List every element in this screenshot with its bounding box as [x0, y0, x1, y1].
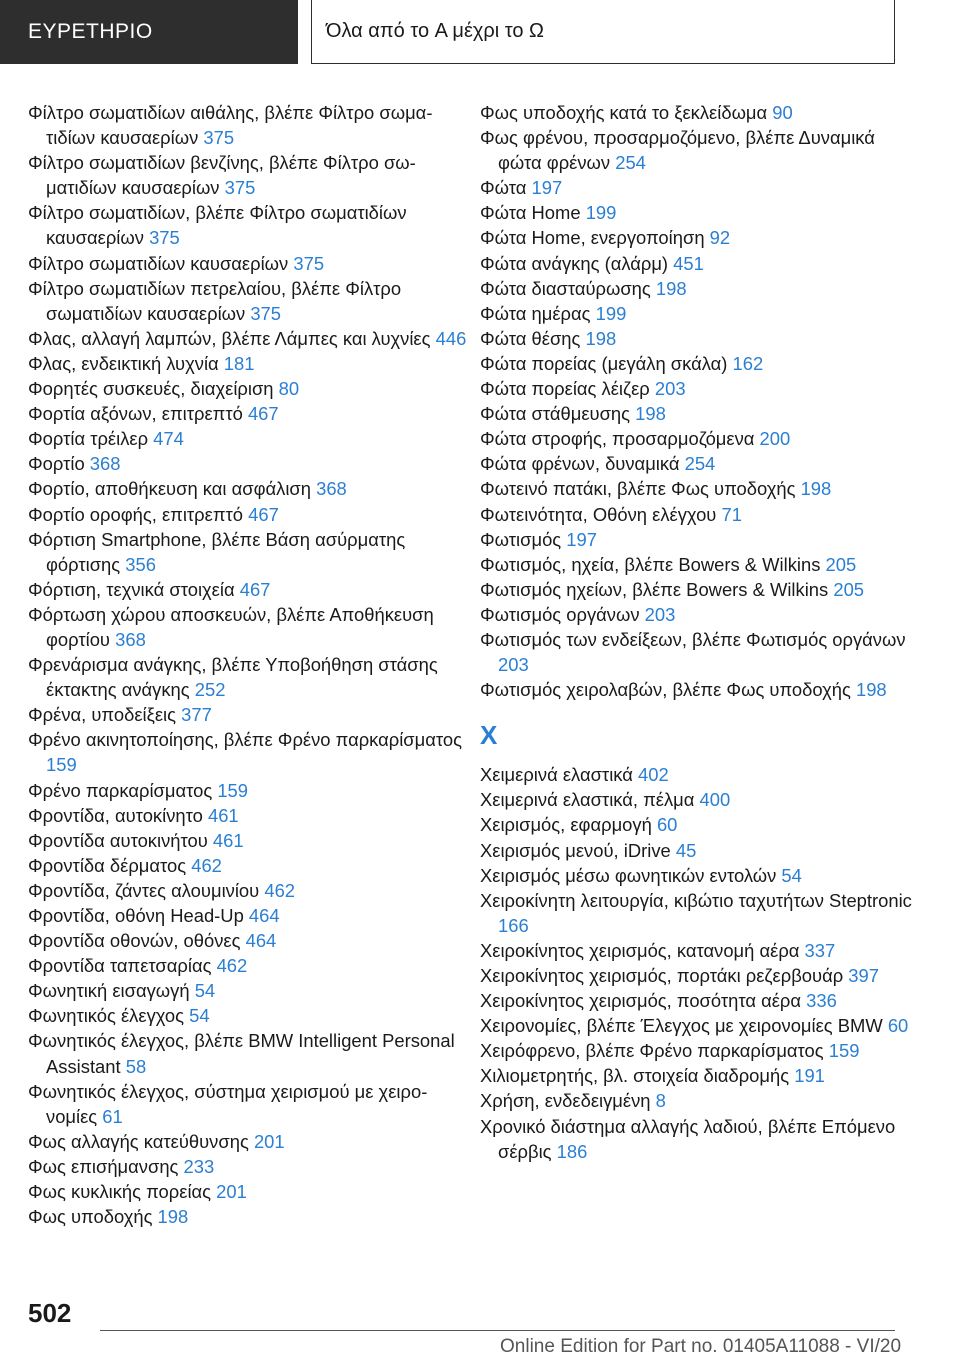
index-entry-page-link[interactable]: 54 — [194, 980, 216, 1002]
index-entry-term: Χειρισμός μέσω φωνητικών εντολών — [480, 864, 782, 886]
index-entry-page-link[interactable]: 199 — [595, 302, 627, 324]
index-entry-term: Φροντίδα αυτοκινήτου — [28, 829, 213, 851]
index-entry-page-link[interactable]: 368 — [316, 478, 347, 500]
index-entry — [480, 938, 920, 963]
index-entry — [28, 451, 468, 476]
index-entry-page-link[interactable]: 80 — [278, 378, 300, 400]
index-entry-term: Φώτα Home — [480, 202, 586, 224]
index-entry-term: Φροντίδα, οθόνη Head-Up — [28, 905, 249, 926]
index-entry — [480, 401, 920, 426]
index-entry-term: Φορτίο, αποθήκευση και ασφάλιση — [28, 478, 317, 500]
index-entry — [28, 1079, 468, 1129]
index-entry — [480, 125, 920, 175]
index-entry-term: Φρένα, υποδείξεις — [28, 704, 182, 726]
index-entry-page-link[interactable]: 198 — [157, 1206, 189, 1228]
index-entry-page-link[interactable]: 205 — [833, 578, 865, 600]
index-entry-term: Φώτα Home, ενεργοποίηση — [480, 227, 710, 249]
index-entry-term: Φωτισμός, ηχεία, βλέπε Bowers & Wilkins — [480, 553, 826, 575]
index-entry — [28, 953, 468, 978]
index-entry-page-link[interactable]: 201 — [253, 1130, 285, 1152]
index-entry-page-link[interactable]: 54 — [189, 1005, 210, 1027]
index-entry-term: Φλας, ενδεικτική λυχνία — [28, 352, 224, 374]
index-entry — [480, 426, 920, 451]
index-column-left — [28, 100, 468, 1229]
index-entry-page-link[interactable]: 199 — [585, 202, 617, 224]
index-entry-term: Χειροκίνητος χειρισμός, ποσότητα αέρα — [480, 990, 807, 1012]
index-entry — [28, 828, 468, 853]
index-entry — [480, 376, 920, 401]
index-entry-term: Φωτεινότητα, Οθόνη ελέγχου — [480, 503, 722, 525]
index-entry — [28, 502, 468, 527]
index-entry-page-link[interactable]: 159 — [828, 1040, 860, 1062]
index-entry-term: Φως αλλαγής κατεύθυνσης — [28, 1130, 254, 1152]
index-entry-term: Φίλτρο σωματιδίων καυσαερίων — [28, 252, 294, 274]
index-entry-term: Φώτα πορείας (μεγάλη σκάλα) — [480, 352, 733, 374]
index-entry-term: Φωνητικός έλεγχος — [28, 1005, 190, 1027]
index-entry — [480, 326, 920, 351]
index-entry-page-link[interactable]: 181 — [223, 352, 255, 374]
index-entry-page-link[interactable]: 368 — [115, 628, 146, 650]
index-entry-page-link[interactable]: 451 — [673, 252, 704, 274]
index-entry — [480, 301, 920, 326]
index-entry-term: Χειρισμός μενού, iDrive — [480, 839, 676, 861]
index-entry-term: Φωτισμός — [480, 528, 567, 550]
index-entry-page-link[interactable]: 233 — [183, 1155, 215, 1177]
index-entry-term: Φροντίδα δέρματος — [28, 854, 192, 876]
index-entry-term: Φόρτιση Smartphone, βλέπε Βάση ασύρματης φόρτισης — [28, 528, 406, 575]
index-entry — [28, 903, 468, 928]
index-entry — [480, 451, 920, 476]
index-entry-term: Φίλτρο σωματιδίων, βλέπε Φίλτρο σωματιδίων καυσαερίων — [28, 202, 407, 249]
index-entry-page-link[interactable]: 337 — [804, 939, 836, 961]
index-entry-page-link[interactable]: 186 — [556, 1140, 588, 1162]
index-entry-term: Φωνητικός έλεγχος, σύστημα χειρισμού με χειρονομίες — [28, 1080, 428, 1127]
index-list-chi — [480, 762, 920, 1164]
index-entry — [28, 401, 468, 426]
index-entry-term: Φόρτιση, τεχνικά στοιχεία — [28, 578, 240, 600]
index-entry — [480, 838, 920, 863]
index-entry-term: Φωτισμός ηχείων, βλέπε Bowers & Wilkins — [480, 578, 834, 600]
index-entry-term: Φως φρένου, προσαρμοζόμενο, βλέπε Δυναμικά φώτα φρένων — [480, 127, 875, 174]
index-entry — [28, 351, 468, 376]
index-entry — [28, 527, 468, 577]
index-entry-page-link[interactable]: 191 — [794, 1065, 825, 1087]
index-entry-term: Φορτία τρέιλερ — [28, 428, 154, 450]
index-entry-term: Χιλιομετρητής, βλ. στοιχεία διαδρομής — [480, 1065, 795, 1087]
index-entry-term: Φώτα στροφής, προσαρμοζόμενα — [480, 428, 760, 450]
index-entry — [480, 677, 920, 702]
index-entry — [28, 577, 468, 602]
index-entry-page-link[interactable]: 402 — [638, 764, 669, 786]
index-entry — [28, 1028, 468, 1078]
index-entry — [480, 1013, 920, 1038]
index-entry — [480, 787, 920, 812]
index-entry-page-link[interactable]: 474 — [153, 428, 184, 450]
index-entry — [480, 1114, 920, 1164]
index-entry-page-link[interactable]: 205 — [825, 553, 857, 575]
index-entry-term: Χειρόφρενο, βλέπε Φρένο παρκαρίσματος — [480, 1040, 829, 1062]
index-entry-term: Φωνητικός έλεγχος, βλέπε BMW Intelligent Personal Assistant — [28, 1030, 455, 1077]
index-entry-term: Χρονικό διάστημα αλλαγής λαδιού, βλέπε Επόμενο σέρβις — [480, 1115, 896, 1162]
page-number: 502 — [28, 1298, 72, 1328]
index-entry-page-link[interactable]: 166 — [498, 914, 529, 936]
index-entry-page-link[interactable]: 203 — [644, 603, 676, 625]
index-entry — [28, 727, 468, 777]
index-entry-page-link[interactable]: 198 — [800, 478, 832, 500]
index-entry-page-link[interactable]: 8 — [655, 1090, 666, 1112]
index-entry-page-link[interactable]: 252 — [194, 679, 226, 701]
index-entry — [28, 602, 468, 652]
index-entry-term: Φώτα διασταύρωσης — [480, 277, 656, 299]
index-entry — [480, 276, 920, 301]
index-entry-page-link[interactable]: 356 — [125, 553, 156, 575]
index-entry — [28, 652, 468, 702]
index-entry — [28, 251, 468, 276]
index-entry-term: Χειρονομίες, βλέπε Έλεγχος με χειρονομίες BMW — [480, 1015, 888, 1037]
index-entry-term: Φροντίδα, ζάντες αλουμινίου — [28, 879, 265, 901]
index-entry — [480, 200, 920, 225]
index-entry-term: Φορτίο οροφής, επιτρεπτό — [28, 503, 249, 525]
index-entry-term: Φωτισμός χειρολαβών, βλέπε Φως υποδοχής — [480, 679, 856, 701]
index-entry — [480, 476, 920, 501]
index-entry — [28, 853, 468, 878]
index-entry — [28, 476, 468, 501]
index-entry-page-link[interactable]: 159 — [46, 754, 77, 776]
index-entry-term: Φώτα ημέρας — [480, 302, 596, 324]
index-entry-term: Φως υποδοχής — [28, 1206, 158, 1228]
index-entry-page-link[interactable]: 197 — [531, 177, 563, 199]
index-entry — [28, 928, 468, 953]
index-entry-page-link[interactable]: 336 — [806, 990, 837, 1012]
index-entry-term: Χειροκίνητος χειρισμός, πορτάκι ρεζερβουάρ — [480, 965, 849, 986]
index-entry — [480, 988, 920, 1013]
index-entry-page-link[interactable]: 462 — [191, 854, 222, 876]
index-entry — [28, 1154, 468, 1179]
index-entry-page-link[interactable]: 92 — [709, 227, 731, 249]
index-entry-page-link[interactable]: 375 — [149, 227, 180, 249]
index-entry-page-link[interactable]: 198 — [635, 403, 666, 425]
index-entry-term: Χειμερινά ελαστικά — [480, 764, 638, 786]
index-entry — [28, 1129, 468, 1154]
index-entry-page-link[interactable]: 368 — [89, 453, 121, 475]
index-entry-page-link[interactable]: 397 — [848, 965, 879, 986]
index-entry-page-link[interactable]: 90 — [772, 102, 793, 123]
index-entry-page-link[interactable]: 61 — [102, 1105, 123, 1127]
index-entry — [28, 803, 468, 828]
index-entry-page-link[interactable]: 462 — [264, 879, 296, 901]
index-entry-page-link[interactable]: 446 — [435, 327, 467, 349]
index-entry-term: Φροντίδα, αυτοκίνητο — [28, 804, 208, 826]
section-tab: ΕΥΡΕΤΗΡΙΟ — [0, 0, 298, 64]
index-entry-term: Φως υποδοχής κατά το ξεκλείδωμα — [480, 102, 773, 123]
index-entry-term: Φως επισήμανσης — [28, 1155, 184, 1177]
index-entry-term: Φόρτωση χώρου αποσκευών, βλέπε Αποθήκευση φορτίου — [28, 603, 434, 650]
index-entry-page-link[interactable]: 375 — [293, 252, 325, 274]
index-entry-page-link[interactable]: 467 — [239, 578, 271, 600]
edition-footer: Online Edition for Part no. 01405A11088 - VI/20 — [500, 1336, 902, 1357]
index-entry — [28, 276, 468, 326]
index-entry-page-link[interactable]: 467 — [248, 503, 279, 525]
index-entry-term: Φορτίο — [28, 453, 90, 475]
index-column-right — [480, 100, 920, 1164]
index-entry — [480, 1038, 920, 1063]
index-entry-page-link[interactable]: 375 — [203, 127, 235, 149]
index-entry — [28, 200, 468, 250]
index-entry — [480, 963, 920, 988]
index-entry — [28, 778, 468, 803]
index-entry-term: Φώτα ανάγκης (αλάρμ) — [480, 252, 674, 274]
index-entry-term: Φρένο παρκαρίσματος — [28, 779, 218, 801]
index-entry — [480, 577, 920, 602]
index-entry — [28, 326, 468, 351]
index-entry-term: Χειρισμός, εφαρμογή — [480, 814, 657, 836]
index-entry — [480, 888, 920, 938]
index-entry-term: Φώτα στάθμευσης — [480, 403, 636, 425]
index-entry-page-link[interactable]: 162 — [732, 352, 764, 374]
index-entry-term: Φωτισμός οργάνων — [480, 603, 645, 625]
index-entry — [28, 1179, 468, 1204]
index-entry — [28, 702, 468, 727]
index-entry — [480, 225, 920, 250]
index-entry-page-link[interactable]: 71 — [721, 503, 742, 525]
index-entry-page-link[interactable]: 201 — [216, 1181, 247, 1203]
index-entry — [28, 100, 468, 150]
index-entry-page-link[interactable]: 54 — [781, 864, 802, 886]
index-entry — [480, 1088, 920, 1113]
index-entry — [480, 1063, 920, 1088]
index-entry-page-link[interactable]: 461 — [207, 804, 239, 826]
index-entry-page-link[interactable]: 464 — [248, 905, 280, 926]
index-entry-term: Φροντίδα ταπετσαρίας — [28, 955, 217, 977]
index-entry-term: Φώτα θέσης — [480, 327, 586, 349]
index-entry — [28, 426, 468, 451]
index-entry-term: Φώτα — [480, 177, 532, 199]
index-entry-term: Χρήση, ενδεδειγμένη — [480, 1090, 656, 1112]
index-entry-term: Χειμερινά ελαστικά, πέλμα — [480, 789, 700, 811]
index-entry-page-link[interactable]: 60 — [887, 1015, 909, 1037]
index-entry — [480, 863, 920, 888]
index-entry-page-link[interactable]: 203 — [654, 378, 686, 400]
index-entry — [480, 762, 920, 787]
index-entry — [28, 1003, 468, 1028]
index-entry-page-link[interactable]: 198 — [855, 679, 887, 701]
index-entry — [480, 100, 920, 125]
index-entry — [480, 602, 920, 627]
index-entry-page-link[interactable]: 197 — [566, 528, 597, 550]
index-entry-term: Φωτεινό πατάκι, βλέπε Φως υποδοχής — [480, 478, 801, 500]
index-entry-term: Φως κυκλικής πορείας — [28, 1181, 217, 1203]
index-entry-page-link[interactable]: 254 — [615, 152, 646, 174]
index-entry-term: Φίλτρο σωματιδίων βενζίνης, βλέπε Φίλτρο σωματιδίων καυσαερίων — [28, 152, 416, 199]
index-entry-term: Φίλτρο σωματιδίων πετρελαίου, βλέπε Φίλτρο σωματιδίων καυσαερίων — [28, 277, 402, 324]
index-entry-page-link[interactable]: 461 — [212, 829, 244, 851]
index-entry-page-link[interactable]: 375 — [250, 302, 282, 324]
index-entry — [480, 627, 920, 677]
index-entry-page-link[interactable]: 159 — [217, 779, 249, 801]
index-entry-term: Φρενάρισμα ανάγκης, βλέπε Υποβοήθηση στάσης έκτακτης ανάγκης — [28, 654, 438, 701]
index-letter-heading: Χ — [480, 720, 498, 751]
index-entry-page-link[interactable]: 200 — [759, 428, 791, 450]
index-entry-page-link[interactable]: 464 — [245, 930, 277, 952]
index-entry-term: Φωτισμός των ενδείξεων, βλέπε Φωτισμός οργάνων — [480, 628, 906, 650]
index-entry — [480, 351, 920, 376]
index-entry-term: Χειροκίνητη λειτουργία, κιβώτιο ταχυτήτων Steptronic — [480, 889, 912, 911]
index-entry — [28, 150, 468, 200]
index-entry-term: Φροντίδα οθονών, οθόνες — [28, 930, 246, 952]
index-list-phi — [480, 100, 920, 702]
index-entry — [480, 812, 920, 837]
footer-divider — [100, 1330, 895, 1331]
index-entry-page-link[interactable]: 58 — [125, 1055, 147, 1077]
index-entry — [480, 502, 920, 527]
index-entry — [480, 175, 920, 200]
index-entry-page-link[interactable]: 60 — [656, 814, 678, 836]
index-entry — [480, 552, 920, 577]
index-entry-page-link[interactable]: 198 — [655, 277, 687, 299]
index-entry — [28, 376, 468, 401]
index-entry — [28, 978, 468, 1003]
index-entry-term: Φορτία αξόνων, επιτρεπτό — [28, 403, 248, 425]
index-entry-page-link[interactable]: 254 — [684, 453, 716, 475]
index-entry-term: Φίλτρο σωματιδίων αιθάλης, βλέπε Φίλτρο σωματιδίων καυσαερίων — [28, 102, 433, 149]
index-entry-page-link[interactable]: 45 — [675, 839, 697, 861]
index-entry-page-link[interactable]: 462 — [216, 955, 248, 977]
section-subtitle: Όλα από το A μέχρι το Ω — [311, 0, 895, 64]
index-entry-term: Φωνητική εισαγωγή — [28, 980, 195, 1002]
index-entry — [28, 878, 468, 903]
index-entry-term: Φλας, αλλαγή λαμπών, βλέπε Λάμπες και λυχνίες — [28, 327, 436, 349]
index-entry — [480, 527, 920, 552]
index-entry-page-link[interactable]: 400 — [699, 789, 731, 811]
index-entry — [480, 251, 920, 276]
index-entry-term: Χειροκίνητος χειρισμός, κατανομή αέρα — [480, 939, 805, 961]
index-entry-term: Φώτα πορείας λέιζερ — [480, 378, 655, 400]
index-entry — [28, 1204, 468, 1229]
index-entry-page-link[interactable]: 377 — [181, 704, 212, 726]
index-entry-page-link[interactable]: 467 — [247, 403, 279, 425]
index-entry-term: Φώτα φρένων, δυναμικά — [480, 453, 685, 475]
index-entry-page-link[interactable]: 198 — [585, 327, 617, 349]
index-entry-page-link[interactable]: 375 — [224, 177, 256, 199]
index-entry-page-link[interactable]: 203 — [498, 654, 529, 676]
index-entry-term: Φορητές συσκευές, διαχείριση — [28, 378, 279, 400]
index-entry-term: Φρένο ακινητοποίησης, βλέπε Φρένο παρκαρίσματος — [28, 729, 462, 751]
